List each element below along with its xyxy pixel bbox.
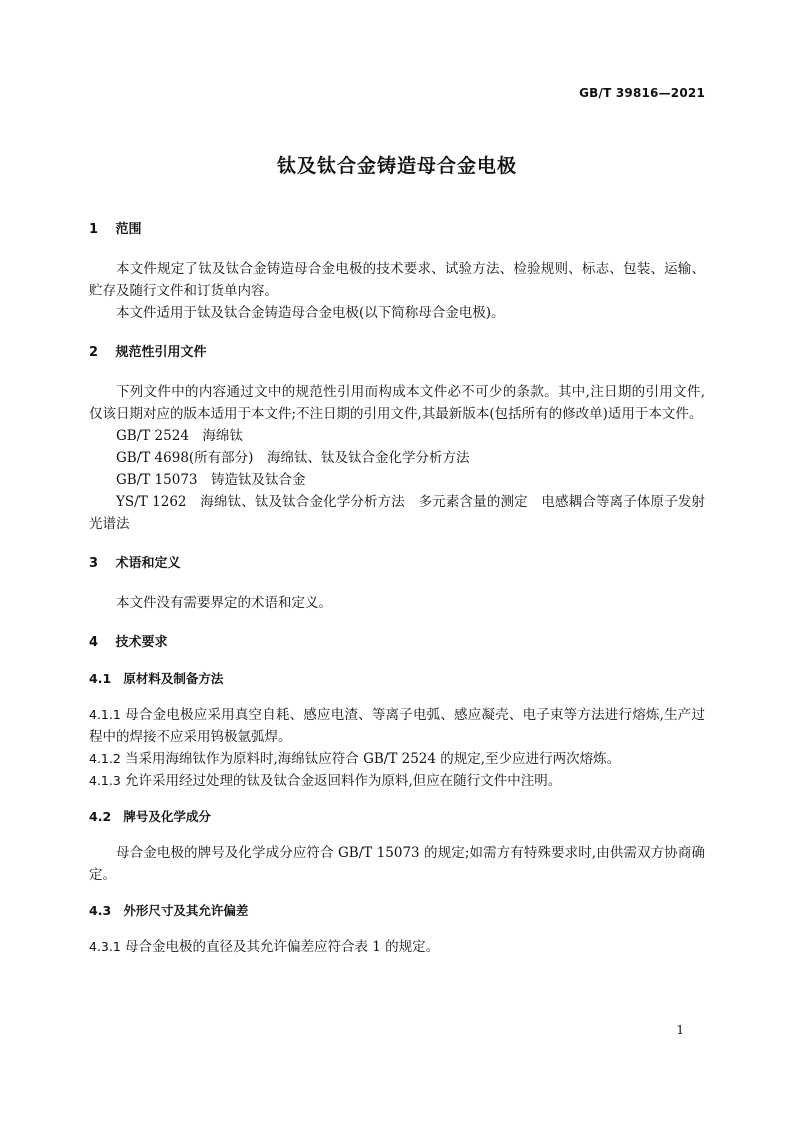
section-number: 4 [89, 635, 99, 650]
reference-item: GB/T 2524 海绵钛 [116, 428, 243, 444]
subsection-title: 原材料及制备方法 [123, 671, 224, 686]
page-number: 1 [676, 1023, 684, 1037]
section-title: 规范性引用文件 [115, 345, 207, 360]
clause-text: 母合金电极应采用真空自耗、感应电渣、等离子电弧、感应凝壳、电子束等方法进行熔炼,生产过程中的焊接不应采用钨极氩弧焊。 [89, 707, 705, 745]
subsection-heading-grades-composition [89, 806, 705, 828]
section-number: 3 [89, 556, 99, 571]
subsection-number: 4.3 [89, 903, 112, 918]
clause-number: 4.1.2 [89, 751, 121, 766]
section-heading-normative-references [89, 342, 705, 364]
reference-item: YS/T 1262 海绵钛、钛及钛合金化学分析方法 多元素含量的测定 电感耦合等离子体原子发射光谱法 [89, 494, 705, 532]
section-title: 范围 [115, 222, 142, 237]
section-heading-scope [89, 219, 705, 241]
document-title: 钛及钛合金铸造母合金电极 [276, 155, 517, 177]
paragraph: 本文件规定了钛及钛合金铸造母合金电极的技术要求、试验方法、检验规则、标志、包装、运输、贮存及随行文件和订货单内容。 [89, 261, 705, 299]
clause-4-3-1 [89, 936, 705, 958]
clause-text: 母合金电极的直径及其允许偏差应符合表 1 的规定。 [125, 939, 440, 955]
subsection-title: 牌号及化学成分 [123, 809, 211, 824]
clause-4-1-1 [89, 704, 705, 748]
section-heading-terms [89, 553, 705, 575]
subsection-title: 外形尺寸及其允许偏差 [123, 903, 249, 918]
subsection-number: 4.2 [89, 809, 112, 824]
paragraph: 下列文件中的内容通过文中的规范性引用而构成本文件必不可少的条款。其中,注日期的引用文件,仅该日期对应的版本适用于本文件;不注日期的引用文件,其最新版本(包括所有的修改单)适用于本文件。 [89, 384, 705, 422]
clause-text: 当采用海绵钛作为原料时,海绵钛应符合 GB/T 2524 的规定,至少应进行两次熔炼。 [125, 751, 621, 767]
paragraph: 母合金电极的牌号及化学成分应符合 GB/T 15073 的规定;如需方有特殊要求时,由供需双方协商确定。 [89, 845, 705, 883]
clause-number: 4.3.1 [89, 939, 121, 954]
section-number: 2 [89, 345, 99, 360]
standard-code: GB/T 39816—2021 [579, 86, 705, 100]
subsection-heading-raw-materials [89, 668, 705, 690]
paragraph: 本文件适用于钛及钛合金铸造母合金电极(以下简称母合金电极)。 [116, 305, 505, 321]
reference-item: GB/T 15073 铸造钛及钛合金 [116, 472, 306, 488]
clause-number: 4.1.1 [89, 707, 121, 722]
section-title: 术语和定义 [115, 556, 181, 571]
subsection-heading-dimensions-tolerances [89, 900, 705, 922]
document-body [89, 219, 705, 958]
clause-text: 允许采用经过处理的钛及钛合金返回料作为原料,但应在随行文件中注明。 [125, 773, 562, 789]
paragraph: 本文件没有需要界定的术语和定义。 [116, 595, 332, 611]
section-heading-technical-requirements [89, 632, 705, 654]
subsection-number: 4.1 [89, 671, 112, 686]
clause-number: 4.1.3 [89, 773, 121, 788]
clause-4-1-2 [89, 748, 705, 770]
section-number: 1 [89, 222, 99, 237]
reference-item: GB/T 4698(所有部分) 海绵钛、钛及钛合金化学分析方法 [116, 450, 470, 466]
section-title: 技术要求 [115, 635, 168, 650]
clause-4-1-3 [89, 770, 705, 792]
